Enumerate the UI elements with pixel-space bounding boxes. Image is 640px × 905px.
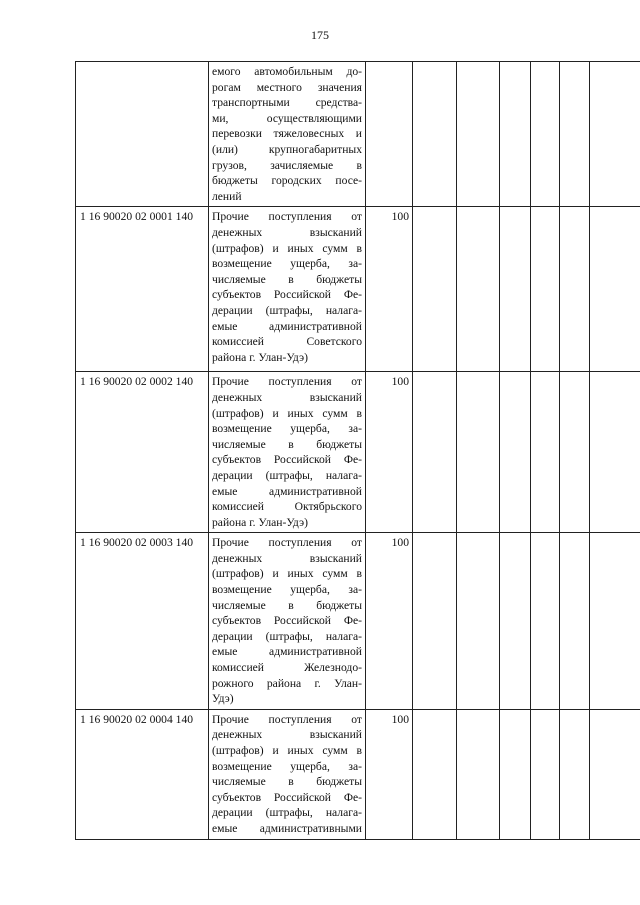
empty-cell bbox=[413, 372, 457, 533]
description-line: дерации (штрафы, налага- bbox=[212, 303, 362, 317]
description-line: денежных взысканий bbox=[212, 551, 362, 565]
description-line: Прочие поступления от bbox=[212, 375, 362, 389]
empty-cell bbox=[457, 62, 500, 207]
empty-cell bbox=[560, 533, 590, 710]
description-line: числяемые в бюджеты bbox=[212, 598, 362, 612]
description-line: возмещение ущерба, за- bbox=[212, 422, 362, 436]
revenue-code-cell: 1 16 90020 02 0002 140 bbox=[76, 372, 209, 533]
percent-cell: 100 bbox=[366, 533, 413, 710]
description-line: комиссией Советского bbox=[212, 335, 362, 349]
description-line: емые административными bbox=[212, 821, 362, 835]
page-number: 175 bbox=[311, 28, 329, 42]
description-line: комиссией Железнодо- bbox=[212, 661, 362, 675]
description-line: дерации (штрафы, налага- bbox=[212, 468, 362, 482]
empty-cell bbox=[457, 207, 500, 372]
description-line: емые административной bbox=[212, 484, 362, 498]
table-row bbox=[76, 207, 640, 372]
description-line: ми, осуществляющими bbox=[212, 111, 362, 125]
description-line: (штрафов) и иных сумм в bbox=[212, 406, 362, 420]
description-line: перевозки тяжеловесных и bbox=[212, 127, 362, 141]
revenue-allocation-table bbox=[75, 61, 640, 840]
empty-cell bbox=[560, 207, 590, 372]
empty-cell bbox=[560, 62, 590, 207]
revenue-description-cell bbox=[209, 62, 366, 207]
revenue-description-cell bbox=[209, 709, 366, 839]
empty-cell bbox=[590, 372, 640, 533]
percent-cell: 100 bbox=[366, 207, 413, 372]
revenue-description-cell bbox=[209, 533, 366, 710]
description-line: комиссией Октябрьского bbox=[212, 500, 362, 514]
description-line: Удэ) bbox=[212, 692, 234, 706]
empty-cell bbox=[531, 207, 560, 372]
description-line: лений bbox=[212, 189, 242, 203]
description-line: (или) крупногабаритных bbox=[212, 142, 362, 156]
description-line: числяемые в бюджеты bbox=[212, 272, 362, 286]
table-row bbox=[76, 62, 640, 207]
description-line: денежных взысканий bbox=[212, 728, 362, 742]
description-line: субъектов Российской Фе- bbox=[212, 453, 362, 467]
description-line: рожного района г. Улан- bbox=[212, 676, 362, 690]
description-line: Прочие поступления от bbox=[212, 712, 362, 726]
empty-cell bbox=[457, 533, 500, 710]
empty-cell bbox=[590, 709, 640, 839]
description-line: емые административной bbox=[212, 319, 362, 333]
empty-cell bbox=[560, 372, 590, 533]
table-row bbox=[76, 709, 640, 839]
empty-cell bbox=[590, 207, 640, 372]
description-line: субъектов Российской Фе- bbox=[212, 288, 362, 302]
empty-cell bbox=[413, 207, 457, 372]
empty-cell bbox=[500, 207, 531, 372]
description-line: дерации (штрафы, налага- bbox=[212, 629, 362, 643]
revenue-description-cell bbox=[209, 372, 366, 533]
table-row bbox=[76, 372, 640, 533]
empty-cell bbox=[560, 709, 590, 839]
table-row bbox=[76, 533, 640, 710]
description-line: (штрафов) и иных сумм в bbox=[212, 744, 362, 757]
revenue-code-cell bbox=[76, 62, 209, 207]
description-line: емого автомобильным до- bbox=[212, 65, 362, 78]
description-line: Прочие поступления от bbox=[212, 210, 362, 224]
empty-cell bbox=[531, 62, 560, 207]
empty-cell bbox=[500, 533, 531, 710]
description-line: возмещение ущерба, за- bbox=[212, 759, 362, 773]
percent-cell bbox=[366, 62, 413, 207]
empty-cell bbox=[457, 709, 500, 839]
empty-cell bbox=[531, 372, 560, 533]
description-line: числяемые в бюджеты bbox=[212, 775, 362, 789]
percent-cell: 100 bbox=[366, 372, 413, 533]
description-line: бюджеты городских посе- bbox=[212, 174, 362, 188]
description-line: Прочие поступления от bbox=[212, 536, 362, 550]
empty-cell bbox=[531, 709, 560, 839]
empty-cell bbox=[500, 372, 531, 533]
description-line: возмещение ущерба, за- bbox=[212, 583, 362, 597]
description-line: грузов, зачисляемые в bbox=[212, 158, 362, 172]
description-line: возмещение ущерба, за- bbox=[212, 257, 362, 271]
empty-cell bbox=[590, 533, 640, 710]
description-line: денежных взысканий bbox=[212, 390, 362, 404]
description-line: денежных взысканий bbox=[212, 225, 362, 239]
revenue-description-cell bbox=[209, 207, 366, 372]
empty-cell bbox=[500, 62, 531, 207]
description-line: субъектов Российской Фе- bbox=[212, 614, 362, 628]
revenue-code-cell: 1 16 90020 02 0001 140 bbox=[76, 207, 209, 372]
empty-cell bbox=[531, 533, 560, 710]
empty-cell bbox=[413, 62, 457, 207]
empty-cell bbox=[590, 62, 640, 207]
description-line: дерации (штрафы, налага- bbox=[212, 806, 362, 820]
percent-cell: 100 bbox=[366, 709, 413, 839]
revenue-code-cell: 1 16 90020 02 0004 140 bbox=[76, 709, 209, 839]
empty-cell bbox=[413, 709, 457, 839]
description-line: (штрафов) и иных сумм в bbox=[212, 241, 362, 255]
empty-cell bbox=[457, 372, 500, 533]
description-line: района г. Улан-Удэ) bbox=[212, 515, 308, 529]
description-line: (штрафов) и иных сумм в bbox=[212, 567, 362, 581]
description-line: рогам местного значения bbox=[212, 80, 362, 94]
description-line: субъектов Российской Фе- bbox=[212, 790, 362, 804]
description-line: емые административной bbox=[212, 645, 362, 659]
empty-cell bbox=[413, 533, 457, 710]
revenue-code-cell: 1 16 90020 02 0003 140 bbox=[76, 533, 209, 710]
description-line: района г. Улан-Удэ) bbox=[212, 350, 308, 364]
description-line: числяемые в бюджеты bbox=[212, 437, 362, 451]
description-line: транспортными средства- bbox=[212, 96, 362, 110]
empty-cell bbox=[500, 709, 531, 839]
